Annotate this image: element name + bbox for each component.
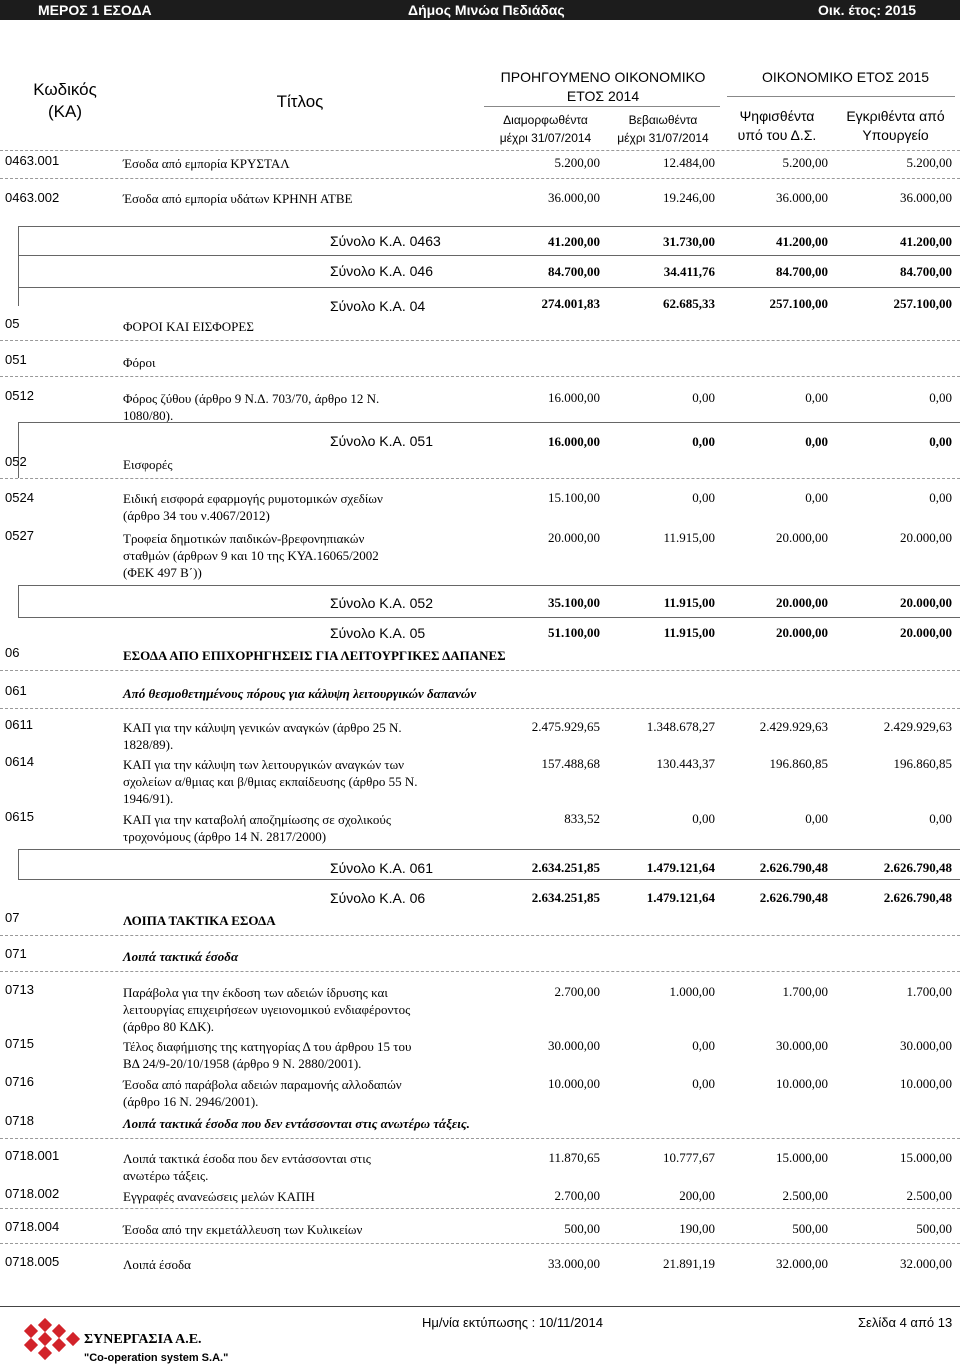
value-col2: 1.479.121,64 [646, 860, 715, 875]
row-code: 0718.004 [5, 1219, 60, 1234]
value-col3: 41.200,00 [776, 234, 828, 249]
row-title: ΚΑΠ για την καταβολή αποζημίωσης σε σχολικούς τροχονόμους (άρθρο 14 Ν. 2817/2000) [123, 812, 391, 844]
row-separator [0, 1138, 960, 1139]
value-col3: 84.700,00 [776, 264, 828, 279]
row-code: 0615 [5, 809, 34, 824]
value-col4: 15.000,00 [900, 1150, 952, 1165]
row-code: 0614 [5, 754, 34, 769]
value-col1: 2.475.929,65 [531, 719, 600, 734]
value-col3: 1.700,00 [782, 984, 828, 999]
row-title: ΚΑΠ για την κάλυψη των λειτουργικών αναγκών των σχολείων α/θμιας και β/θμιας εκπαίδευσης (άρθρο 55 Ν. 1946/91). [123, 757, 418, 806]
value-col4: 0,00 [929, 490, 952, 505]
value-col1: 2.634.251,85 [531, 860, 600, 875]
value-col2: 190,00 [679, 1221, 715, 1236]
value-col4: 84.700,00 [900, 264, 952, 279]
value-col3: 0,00 [805, 390, 828, 405]
value-col2: 1.000,00 [669, 984, 715, 999]
value-col3: 2.500,00 [782, 1188, 828, 1203]
value-col1: 2.700,00 [554, 984, 600, 999]
value-col1: 84.700,00 [548, 264, 600, 279]
value-col3: 0,00 [805, 434, 828, 449]
value-col3: 20.000,00 [776, 625, 828, 640]
subtotal-label: Σύνολο Κ.Α. 04 [330, 298, 426, 314]
row-code: 0713 [5, 982, 34, 997]
value-col2: 130.443,37 [656, 756, 715, 771]
value-col2: 1.479.121,64 [646, 890, 715, 905]
row-title: Φόρος ζύθου (άρθρο 9 Ν.Δ. 703/70, άρθρο 12 Ν. 1080/80). [123, 391, 380, 423]
row-code: 0524 [5, 490, 34, 505]
value-col2: 0,00 [692, 390, 715, 405]
value-col3: 20.000,00 [776, 595, 828, 610]
value-col1: 16.000,00 [548, 434, 600, 449]
value-col4: 2.500,00 [906, 1188, 952, 1203]
row-title: Παράβολα για την έκδοση των αδειών ίδρυσης και λειτουργίας επιχειρήσεων υγειονομικού ενδιαφέροντος (άρθρο 80 ΚΔΚ). [123, 985, 411, 1034]
value-col2: 62.685,33 [663, 296, 715, 311]
row-separator [0, 708, 960, 709]
municipality-label: Δήμος Μινώα Πεδιάδας [408, 2, 565, 18]
row-title: Έσοδα από εμπορία υδάτων ΚΡΗΝΗ ΑΤΒΕ [123, 191, 353, 206]
value-col3: 2.626.790,48 [759, 860, 828, 875]
value-col4: 20.000,00 [900, 595, 952, 610]
row-title: Τέλος διαφήμισης της κατηγορίας Δ του άρθρου 15 του ΒΔ 24/9-20/10/1958 (άρθρο 9 Ν. 2880/2001). [123, 1039, 412, 1071]
value-col4: 5.200,00 [906, 155, 952, 170]
value-col1: 35.100,00 [548, 595, 600, 610]
value-col4: 2.626.790,48 [883, 890, 952, 905]
company-logo-icon [20, 1318, 84, 1362]
row-separator [0, 1243, 960, 1244]
value-col2: 0,00 [692, 490, 715, 505]
header-title: Τίτλος [276, 92, 324, 111]
value-col4: 2.626.790,48 [883, 860, 952, 875]
group-line [18, 617, 960, 618]
value-col2: 0,00 [692, 434, 715, 449]
row-code: 0718.005 [5, 1254, 60, 1269]
value-col4: 0,00 [929, 390, 952, 405]
subtotal-label: Σύνολο Κ.Α. 061 [330, 860, 433, 876]
print-date: Ημ/νία εκτύπωσης : 10/11/2014 [422, 1315, 603, 1330]
value-col1: 30.000,00 [548, 1038, 600, 1053]
group-code: 06 [5, 645, 20, 660]
group-code: 052 [5, 454, 27, 469]
group-code: 051 [5, 352, 27, 367]
value-col2: 34.411,76 [663, 264, 715, 279]
value-col3: 36.000,00 [776, 190, 828, 205]
row-code: 0611 [5, 717, 33, 732]
value-col3: 500,00 [792, 1221, 828, 1236]
row-separator [0, 971, 960, 972]
row-separator [0, 670, 960, 671]
value-col3: 20.000,00 [776, 530, 828, 545]
row-separator [0, 376, 960, 377]
group-title: Φόροι [123, 355, 156, 370]
row-code: 0718.002 [5, 1186, 60, 1201]
row-title: Έσοδα από παράβολα αδειών παραμονής αλλοδαπών (άρθρο 16 Ν. 2946/2001). [123, 1077, 402, 1109]
group-code: 0718 [5, 1113, 34, 1128]
header-prev-year: ΠΡΟΗΓΟΥΜΕΝΟ ΟΙΚΟΝΟΜΙΚΟ ΕΤΟΣ 2014 [500, 69, 706, 104]
row-title: ΚΑΠ για την κάλυψη γενικών αναγκών (άρθρο 25 Ν. 1828/89). [123, 720, 402, 752]
row-title: Λοιπά έσοδα [123, 1257, 191, 1272]
value-col4: 30.000,00 [900, 1038, 952, 1053]
company-name-en: "Co-operation system S.A." [84, 1352, 229, 1364]
subtotal-label: Σύνολο Κ.Α. 05 [330, 625, 426, 641]
group-bracket [18, 849, 19, 879]
value-col2: 21.891,19 [663, 1256, 715, 1271]
group-title: ΦΟΡΟΙ ΚΑΙ ΕΙΣΦΟΡΕΣ [123, 319, 254, 334]
group-line [18, 879, 960, 880]
value-col3: 15.000,00 [776, 1150, 828, 1165]
value-col3: 30.000,00 [776, 1038, 828, 1053]
value-col4: 257.100,00 [893, 296, 952, 311]
value-col1: 500,00 [564, 1221, 600, 1236]
group-line [18, 585, 960, 586]
group-bracket [18, 422, 19, 478]
value-col1: 10.000,00 [548, 1076, 600, 1091]
group-code: 05 [5, 316, 20, 331]
value-col2: 19.246,00 [663, 190, 715, 205]
row-separator [0, 935, 960, 936]
subtotal-label: Σύνολο Κ.Α. 0463 [330, 233, 441, 249]
row-title: Λοιπά τακτικά έσοδα που δεν εντάσσονται στις ανωτέρω τάξεις. [123, 1151, 371, 1183]
value-col2: 200,00 [679, 1188, 715, 1203]
value-col1: 41.200,00 [548, 234, 600, 249]
group-line [18, 287, 960, 288]
value-col4: 36.000,00 [900, 190, 952, 205]
value-col2: 0,00 [692, 811, 715, 826]
group-code: 071 [5, 946, 27, 961]
value-col1: 157.488,68 [541, 756, 600, 771]
group-title: Από θεσμοθετημένους πόρους για κάλυψη λειτουργικών δαπανών [123, 686, 477, 701]
row-code: 0527 [5, 528, 34, 543]
group-title: Λοιπά τακτικά έσοδα [123, 949, 239, 964]
header-col1: Διαμορφωθέντα μέχρι 31/07/2014 [499, 113, 592, 145]
subtotal-label: Σύνολο Κ.Α. 06 [330, 890, 426, 906]
subtotal-label: Σύνολο Κ.Α. 051 [330, 433, 433, 449]
group-code: 061 [5, 683, 27, 698]
group-title: Εισφορές [123, 457, 173, 472]
value-col2: 31.730,00 [663, 234, 715, 249]
value-col2: 11.915,00 [663, 530, 715, 545]
value-col1: 20.000,00 [548, 530, 600, 545]
value-col1: 11.870,65 [548, 1150, 600, 1165]
value-col4: 0,00 [929, 811, 952, 826]
value-col4: 0,00 [929, 434, 952, 449]
value-col4: 20.000,00 [900, 625, 952, 640]
value-col4: 500,00 [916, 1221, 952, 1236]
value-col1: 51.100,00 [548, 625, 600, 640]
row-title: Εγγραφές ανανεώσεις μελών ΚΑΠΗ [123, 1189, 315, 1204]
group-bracket [18, 226, 19, 306]
row-code: 0716 [5, 1074, 34, 1089]
value-col3: 5.200,00 [782, 155, 828, 170]
value-col3: 196.860,85 [769, 756, 828, 771]
group-line [18, 849, 960, 850]
value-col1: 2.700,00 [554, 1188, 600, 1203]
value-col4: 20.000,00 [900, 530, 952, 545]
value-col3: 10.000,00 [776, 1076, 828, 1091]
value-col2: 11.915,00 [663, 595, 715, 610]
header-bottom-line [0, 150, 960, 151]
group-line [18, 255, 960, 256]
value-col1: 36.000,00 [548, 190, 600, 205]
value-col2: 11.915,00 [663, 625, 715, 640]
row-title: Έσοδα από την εκμετάλλευση των Κυλικείων [123, 1222, 363, 1237]
value-col1: 833,52 [564, 811, 600, 826]
subtotal-label: Σύνολο Κ.Α. 052 [330, 595, 433, 611]
value-col3: 0,00 [805, 811, 828, 826]
value-col4: 32.000,00 [900, 1256, 952, 1271]
value-col2: 1.348.678,27 [646, 719, 715, 734]
value-col1: 274.001,83 [541, 296, 600, 311]
value-col1: 5.200,00 [554, 155, 600, 170]
header-col4: Εγκριθέντα από Υπουργείο [846, 108, 945, 143]
group-title: ΛΟΙΠΑ ΤΑΚΤΙΚΑ ΕΣΟΔΑ [123, 913, 276, 928]
value-col1: 2.634.251,85 [531, 890, 600, 905]
group-bracket [18, 585, 19, 618]
value-col1: 15.100,00 [548, 490, 600, 505]
header-divider-cur [727, 96, 955, 97]
group-code: 07 [5, 910, 20, 925]
footer-rule [0, 1306, 960, 1307]
company-name: ΣΥΝΕΡΓΑΣΙΑ Α.Ε. [84, 1332, 202, 1347]
value-col2: 12.484,00 [663, 155, 715, 170]
part-label: ΜΕΡΟΣ 1 ΕΣΟΔΑ [38, 2, 152, 18]
row-code: 0718.001 [5, 1148, 60, 1163]
header-col2: Βεβαιωθέντα μέχρι 31/07/2014 [617, 113, 709, 145]
row-title: Τροφεία δημοτικών παιδικών-βρεφονηπιακών σταθμών (άρθρων 9 και 10 της ΚΥΑ.16065/2002 (ΦΕΚ 497 Β΄)) [123, 531, 379, 580]
row-separator [0, 340, 960, 341]
header-col3: Ψηφισθέντα υπό του Δ.Σ. [737, 108, 817, 143]
group-line [18, 422, 960, 423]
group-line [18, 226, 960, 227]
value-col2: 10.777,67 [663, 1150, 715, 1165]
value-col3: 257.100,00 [769, 296, 828, 311]
row-code: 0463.002 [5, 190, 60, 205]
row-code: 0715 [5, 1036, 34, 1051]
group-title: ΕΣΟΔΑ ΑΠΟ ΕΠΙΧΟΡΗΓΗΣΕΙΣ ΓΙΑ ΛΕΙΤΟΥΡΓΙΚΕΣ ΔΑΠΑΝΕΣ [123, 648, 506, 663]
row-title: Έσοδα από εμπορία ΚΡΥΣΤΑΛ [123, 156, 290, 171]
header-divider-prev [484, 106, 720, 107]
group-title: Λοιπά τακτικά έσοδα που δεν εντάσσονται στις ανωτέρω τάξεις. [123, 1116, 470, 1131]
value-col3: 2.626.790,48 [759, 890, 828, 905]
row-separator [0, 1208, 960, 1209]
row-code: 0512 [5, 388, 34, 403]
header-cur-year: ΟΙΚΟΝΟΜΙΚΟ ΕΤΟΣ 2015 [761, 69, 930, 85]
value-col4: 10.000,00 [900, 1076, 952, 1091]
header-code: Κωδικός (ΚΑ) [33, 80, 97, 121]
value-col4: 1.700,00 [906, 984, 952, 999]
row-title: Ειδική εισφορά εφαρμογής ρυμοτομικών σχεδίων (άρθρο 34 του ν.4067/2012) [123, 491, 383, 523]
value-col4: 196.860,85 [893, 756, 952, 771]
page-number: Σελίδα 4 από 13 [858, 1315, 953, 1330]
row-separator [0, 178, 960, 179]
subtotal-label: Σύνολο Κ.Α. 046 [330, 263, 433, 279]
value-col3: 2.429.929,63 [759, 719, 828, 734]
value-col2: 0,00 [692, 1038, 715, 1053]
value-col2: 0,00 [692, 1076, 715, 1091]
row-separator [0, 478, 960, 479]
value-col1: 33.000,00 [548, 1256, 600, 1271]
value-col1: 16.000,00 [548, 390, 600, 405]
value-col4: 2.429.929,63 [883, 719, 952, 734]
top-bar [0, 0, 960, 20]
value-col3: 0,00 [805, 490, 828, 505]
value-col3: 32.000,00 [776, 1256, 828, 1271]
value-col4: 41.200,00 [900, 234, 952, 249]
fiscal-year-label: Οικ. έτος: 2015 [818, 2, 917, 18]
row-code: 0463.001 [5, 153, 60, 168]
